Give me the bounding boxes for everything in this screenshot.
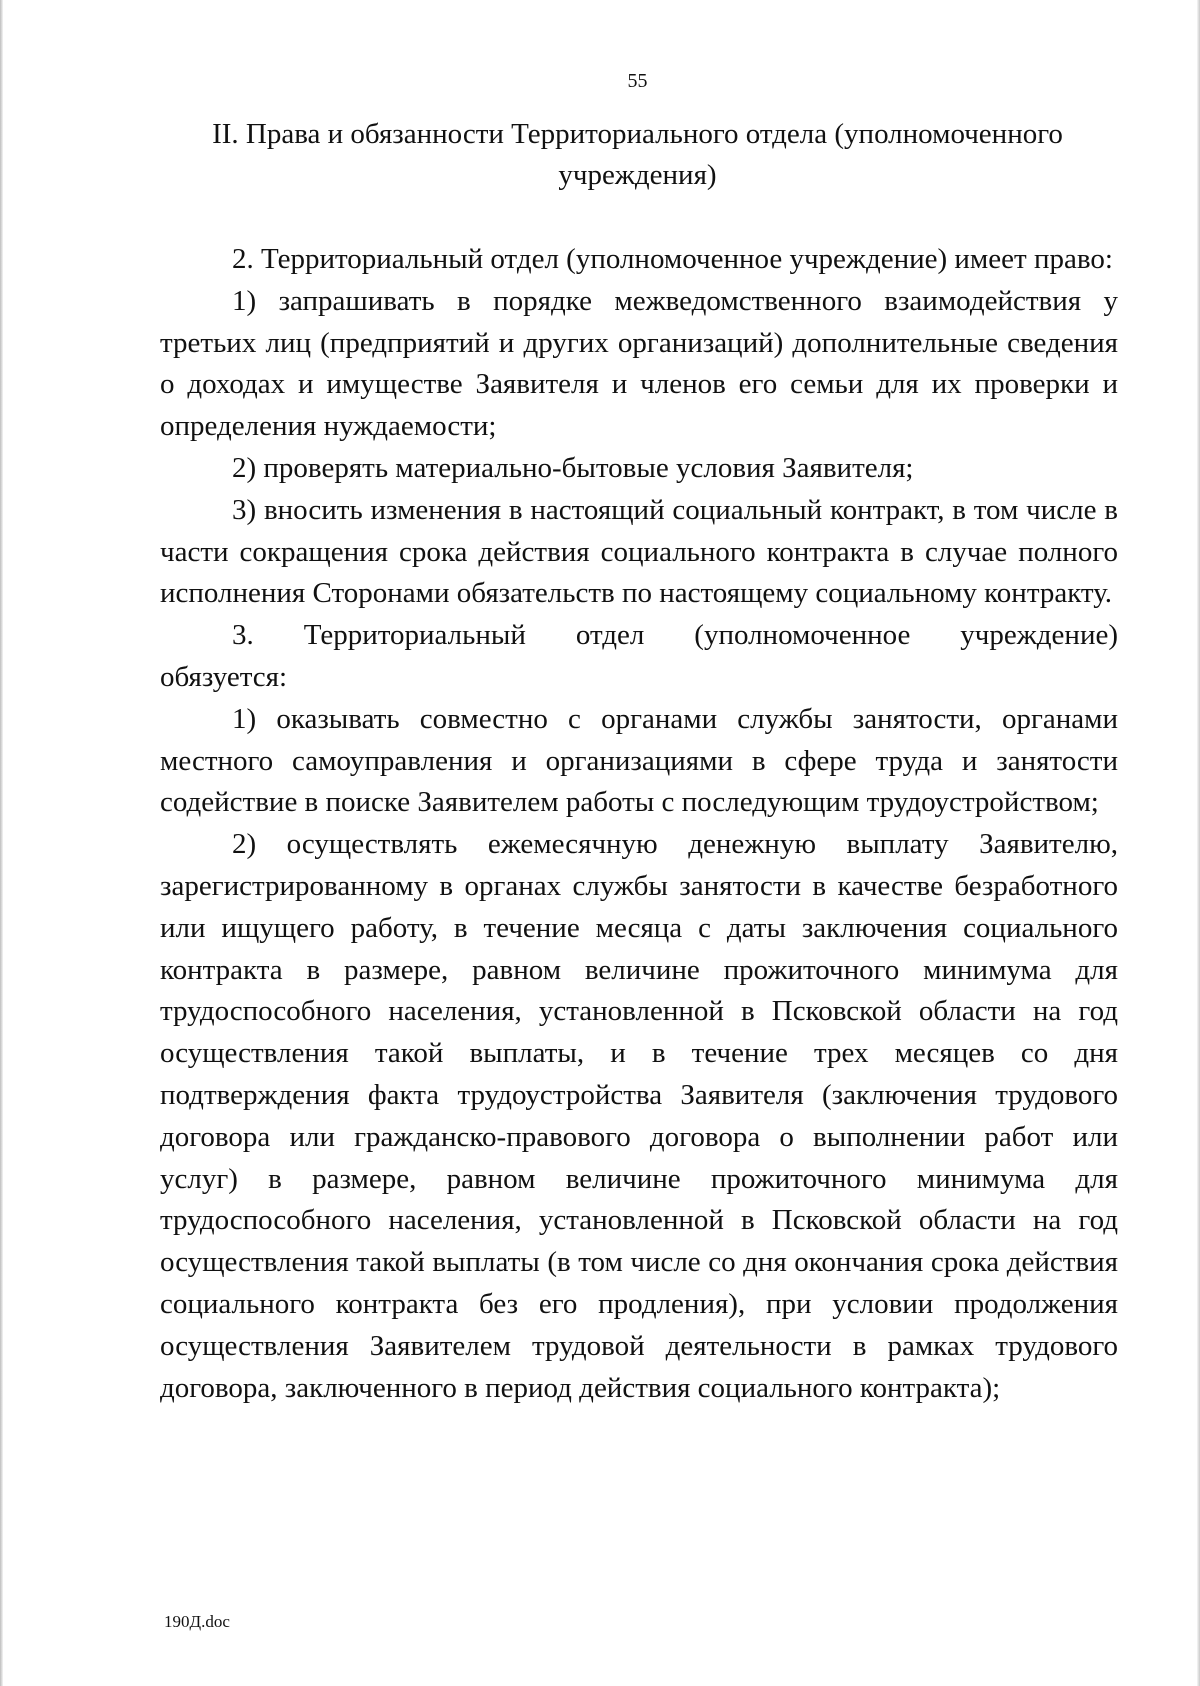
paragraph-clause-2: 2. Территориальный отдел (уполномоченное учреждение) имеет право: — [232, 243, 1113, 275]
paragraph-clause-2-item-1: 1) запрашивать в порядке межведомственного взаимодействия у третьих лиц (предприятий и других организаций) дополнительные сведения о доходах и имуществе Заявителя и членов его семьи для их проверки и определения нуждаемости; — [160, 284, 1118, 443]
paragraph-clause-3-item-1: 1) оказывать совместно с органами службы занятости, органами местного самоуправления и организациями в сфере труда и занятости содействие в поиске Заявителем работы с последующим трудоустройством; — [160, 702, 1118, 819]
scan-edge-left — [0, 0, 3, 1686]
paragraph-clause-2-item-2: 2) проверять материально-бытовые условия Заявителя; — [232, 451, 914, 484]
page-number: 55 — [627, 70, 648, 92]
paragraph-clause-3: 3. Территориальный отдел (уполномоченное учреждение) обязуется: — [160, 619, 1118, 693]
document-body — [160, 239, 1118, 1409]
paragraph-clause-3-item-2: 2) осуществлять ежемесячную денежную выплату Заявителю, зарегистрированному в органах службы занятости в качестве безработного или ищущего работу, в течение месяца с даты заключения социального контракта в размере, равном величине прожиточного минимума для трудоспособного населения, установленной в Псковской области на год осуществления такой выплаты, и в течение трех месяцев со дня подтверждения факта трудоустройства Заявителя (заключения трудового договора или гражданско-правового договора о выполнении работ или услуг) в размере, равном величине прожиточного минимума для трудоспособного населения, установленной в Псковской области на год осуществления такой выплаты (в том числе со дня окончания срока действия социального контракта без его продления), при условии продолжения осуществления Заявителем трудовой деятельности в рамках трудового договора, заключенного в период действия социального контракта); — [160, 828, 1118, 1404]
section-heading — [150, 114, 1125, 196]
section-heading-line-2: учреждения) — [558, 159, 717, 191]
footer-filename: 190Д.doc — [164, 1612, 230, 1631]
paragraph-clause-2-item-3: 3) вносить изменения в настоящий социальный контракт, в том числе в части сокращения срока действия социального контракта в случае полного исполнения Сторонами обязательств по настоящему социальному контракту. — [160, 493, 1118, 610]
section-heading-line-1: II. Права и обязанности Территориального отдела (уполномоченного — [212, 118, 1063, 150]
